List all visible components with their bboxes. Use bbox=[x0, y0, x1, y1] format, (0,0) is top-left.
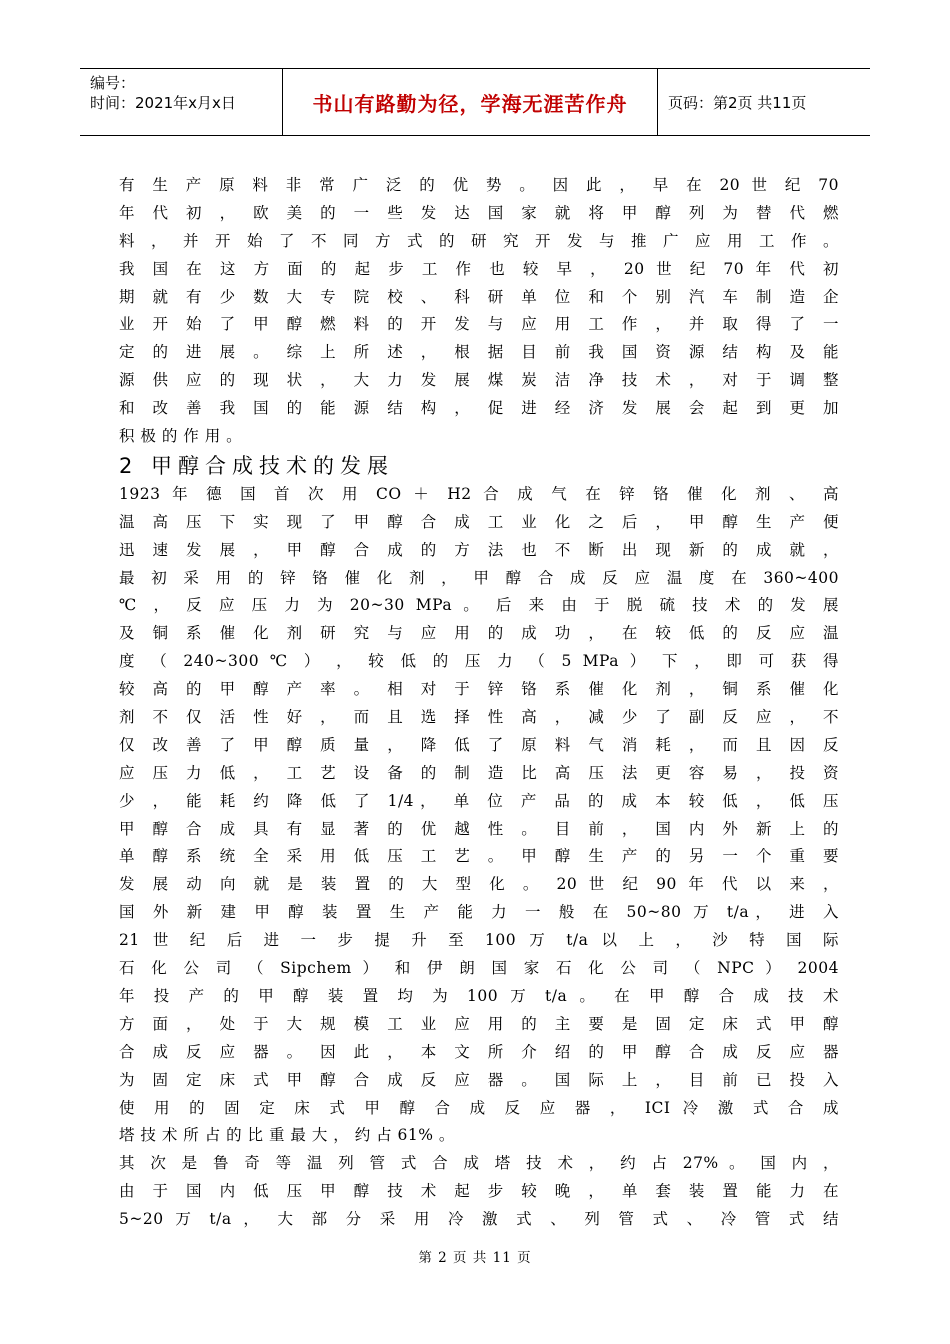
text-line: 少 ， 能 耗 约 降 低 了 1/4， 单 位 产 品 的 成 本 较 低 ， 低 压 bbox=[119, 791, 839, 810]
text-line: 应 压 力 低 ， 工 艺 设 备 的 制 造 比 高 压 法 更 容 易 ， 投 资 bbox=[119, 763, 840, 782]
text-line: 发 展 动 向 就 是 装 置 的 大 型 化 。 20 世 纪 90 年 代 以 来 ， bbox=[119, 875, 839, 894]
text-line: 5~20 万 t/a ， 大 部 分 采 用 冷 激 式 、 列 管 式 、 冷 管 式 结 bbox=[119, 1210, 839, 1229]
paragraph-1 bbox=[119, 172, 839, 451]
text-line: ℃ ， 反 应 压 力 为 20~30 MPa 。 后 来 由 于 脱 硫 技 术 的 发 展 bbox=[119, 596, 839, 615]
text-line: 剂 不 仅 活 性 好 ， 而 且 选 择 性 高 ， 减 少 了 副 反 应 ， 不 bbox=[119, 708, 840, 727]
text-line: 塔 技 术 所 占 的 比 重 最 大 ， 约 占 61% 。 bbox=[119, 1126, 455, 1145]
text-line: 我 国 在 这 方 面 的 起 步 工 作 也 较 早 ， 20 世 纪 70 年 代 初 bbox=[119, 259, 839, 278]
text-line: 方 面 ， 处 于 大 规 模 工 业 应 用 的 主 要 是 固 定 床 式 甲 醇 bbox=[119, 1014, 840, 1033]
text-line: 石 化 公 司 （ Sipchem ） 和 伊 朗 国 家 石 化 公 司 （ NPC ） 2004 bbox=[119, 959, 839, 978]
text-line: 较 高 的 甲 醇 产 率 。 相 对 于 锌 铬 系 催 化 剂 ， 铜 系 催 化 bbox=[119, 680, 840, 699]
text-line: 合 成 反 应 器 。 因 此 ， 本 文 所 介 绍 的 甲 醇 合 成 反 应 器 bbox=[119, 1042, 840, 1061]
text-line: 21 世 纪 后 进 一 步 提 升 至 100 万 t/a 以 上 ， 沙 特 国 际 bbox=[119, 931, 839, 950]
paragraph-2 bbox=[119, 481, 839, 1150]
document-number-label: 编号： bbox=[90, 74, 136, 92]
document-date: 时间：2021年x月x日 bbox=[90, 94, 236, 112]
paragraph-3 bbox=[119, 1150, 839, 1234]
text-line: 迅 速 发 展 ， 甲 醇 合 成 的 方 法 也 不 断 出 现 新 的 成 就 ， bbox=[119, 540, 840, 559]
text-line: 1923 年 德 国 首 次 用 CO ＋ H2 合 成 气 在 锌 铬 催 化 剂 、 高 bbox=[119, 484, 839, 503]
text-line: 有 生 产 原 料 非 常 广 泛 的 优 势 。 因 此 ， 早 在 20 世 纪 70 bbox=[119, 176, 839, 194]
page-header bbox=[80, 68, 870, 136]
header-page-info: 页码：第2页 共11页 bbox=[668, 93, 807, 112]
text-line: 国 外 新 建 甲 醇 装 置 生 产 能 力 一 般 在 50~80 万 t/a， 进 入 bbox=[119, 903, 839, 922]
document-body bbox=[119, 172, 839, 1234]
text-line: 由 于 国 内 低 压 甲 醇 技 术 起 步 较 晚 ， 单 套 装 置 能 力 在 bbox=[119, 1182, 840, 1201]
text-line: 使 用 的 固 定 床 式 甲 醇 合 成 反 应 器 ， ICI 冷 激 式 合 成 bbox=[119, 1098, 839, 1117]
section-heading: 2 甲醇合成技术的发展 bbox=[119, 453, 395, 478]
text-line: 度 （ 240~300 ℃ ） ， 较 低 的 压 力 （ 5 MPa ） 下 ， 即 可 获 得 bbox=[119, 652, 839, 671]
text-line: 期 就 有 少 数 大 专 院 校 、 科 研 单 位 和 个 别 汽 车 制 造 企 bbox=[119, 287, 840, 306]
text-line: 仅 改 善 了 甲 醇 质 量 ， 降 低 了 原 料 气 消 耗 ， 而 且 因 反 bbox=[119, 735, 840, 754]
text-line: 最 初 采 用 的 锌 铬 催 化 剂 ， 甲 醇 合 成 反 应 温 度 在 360~400 bbox=[119, 568, 839, 587]
text-line: 源 供 应 的 现 状 ， 大 力 发 展 煤 炭 洁 净 技 术 ， 对 于 调 整 bbox=[119, 371, 840, 390]
text-line: 其 次 是 鲁 奇 等 温 列 管 式 合 成 塔 技 术 ， 约 占 27% 。 国 内 ， bbox=[119, 1154, 839, 1173]
text-line: 为 固 定 床 式 甲 醇 合 成 反 应 器 。 国 际 上 ， 目 前 已 投 入 bbox=[119, 1070, 840, 1089]
text-line: 单 醇 系 统 全 采 用 低 压 工 艺 。 甲 醇 生 产 的 另 一 个 重 要 bbox=[119, 847, 840, 866]
page-footer: 第 2 页 共 11 页 bbox=[418, 1250, 532, 1266]
text-line: 温 高 压 下 实 现 了 甲 醇 合 成 工 业 化 之 后 ， 甲 醇 生 产 便 bbox=[119, 512, 840, 531]
text-line: 积 极 的 作 用 。 bbox=[119, 427, 243, 446]
text-line: 料 ， 并 开 始 了 不 同 方 式 的 研 究 开 发 与 推 广 应 用 工 作 。 bbox=[119, 231, 839, 250]
text-line: 定 的 进 展 。 综 上 所 述 ， 根 据 目 前 我 国 资 源 结 构 及 能 bbox=[119, 343, 840, 362]
text-line: 年 代 初 ， 欧 美 的 一 些 发 达 国 家 就 将 甲 醇 列 为 替 代 燃 bbox=[119, 203, 840, 222]
text-line: 业 开 始 了 甲 醇 燃 料 的 开 发 与 应 用 工 作 ， 并 取 得 了 一 bbox=[119, 315, 840, 334]
header-motto: 书山有路勤为径，学海无涯苦作舟 bbox=[282, 69, 658, 135]
text-line: 年 投 产 的 甲 醇 装 置 均 为 100 万 t/a 。 在 甲 醇 合 成 技 术 bbox=[119, 986, 839, 1005]
text-line: 甲 醇 合 成 具 有 显 著 的 优 越 性 。 目 前 ， 国 内 外 新 上 的 bbox=[119, 819, 840, 838]
text-line: 和 改 善 我 国 的 能 源 结 构 ， 促 进 经 济 发 展 会 起 到 更 加 bbox=[119, 399, 840, 418]
header-meta bbox=[80, 69, 282, 135]
text-line: 及 铜 系 催 化 剂 研 究 与 应 用 的 成 功 ， 在 较 低 的 反 应 温 bbox=[119, 624, 840, 643]
